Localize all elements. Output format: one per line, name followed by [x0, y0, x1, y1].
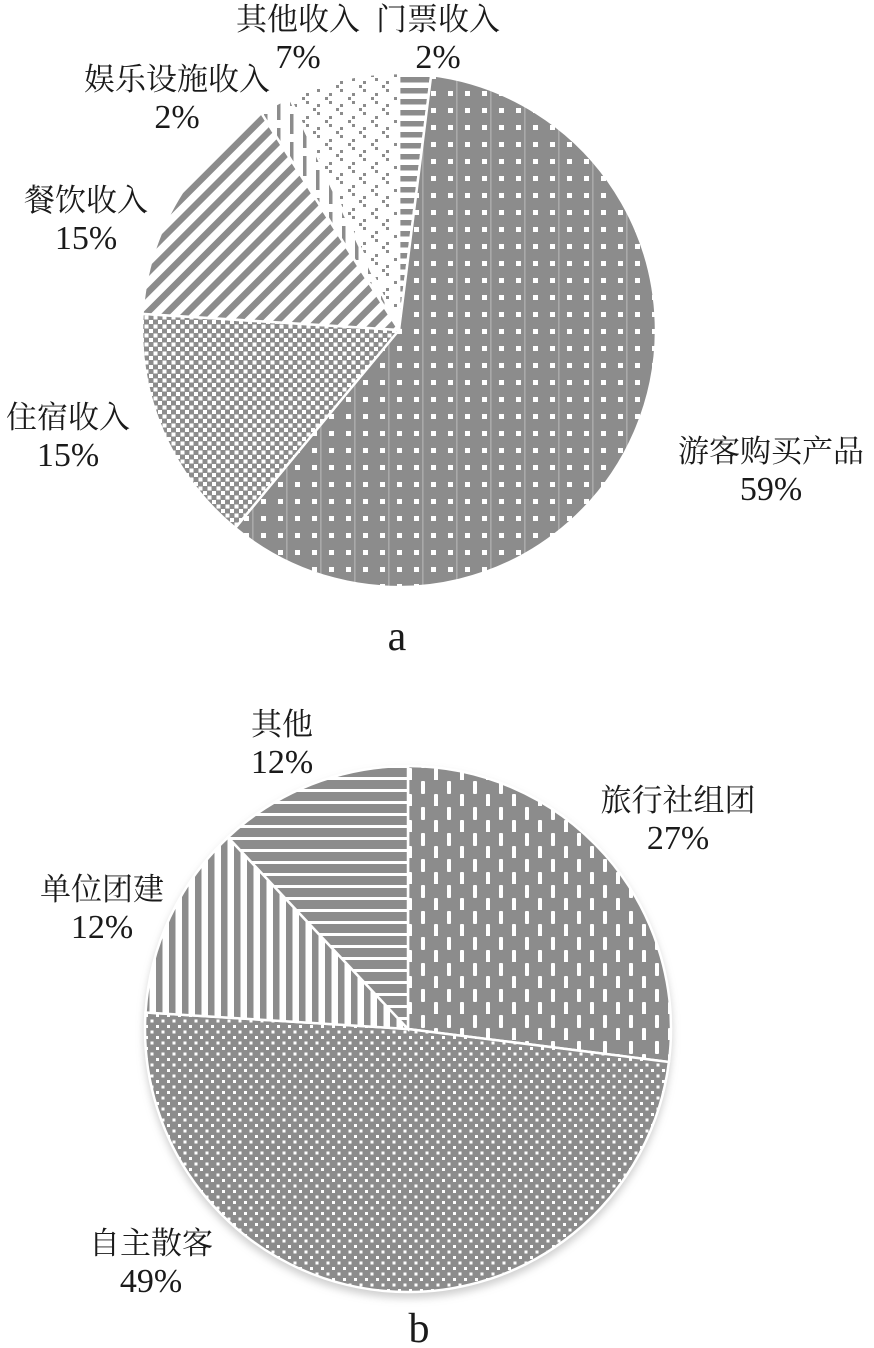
label-food-income-text: 餐饮收入	[24, 183, 148, 218]
label-entertainment-income-pct: 2%	[154, 99, 200, 136]
caption-a: a	[387, 614, 407, 660]
pie-chart-a	[142, 73, 656, 587]
label-lodging-income-text: 住宿收入	[6, 400, 130, 435]
label-travel-agency-groups-text: 旅行社组团	[600, 783, 756, 818]
label-independent-visitors-text: 自主散客	[89, 1226, 213, 1261]
label-entertainment-income-text: 娱乐设施收入	[84, 62, 270, 97]
label-travel-agency-groups-pct: 27%	[646, 820, 710, 857]
label-other-income-text: 其他收入	[236, 2, 360, 37]
label-company-team-building-pct: 12%	[70, 909, 134, 946]
label-travel-agency-groups	[601, 782, 756, 858]
label-other	[251, 706, 313, 782]
label-tourist-purchases	[678, 433, 864, 509]
label-company-team-building	[40, 871, 164, 947]
label-lodging-income-pct: 15%	[36, 437, 100, 474]
label-ticket-income-pct: 2%	[415, 39, 461, 76]
label-tourist-purchases-text: 游客购买产品	[678, 434, 864, 469]
caption-b: b	[408, 1306, 430, 1348]
label-independent-visitors	[89, 1225, 213, 1301]
label-company-team-building-text: 单位团建	[40, 872, 164, 907]
label-lodging-income	[6, 399, 130, 475]
label-independent-visitors-pct: 49%	[119, 1263, 183, 1300]
label-food-income-pct: 15%	[54, 220, 118, 257]
label-food-income	[24, 182, 148, 258]
pie-chart-b	[145, 766, 671, 1292]
label-other-income-pct: 7%	[275, 39, 321, 76]
label-other-pct: 12%	[250, 744, 314, 781]
label-other-text: 其他	[250, 707, 313, 742]
label-ticket-income-text: 门票收入	[376, 2, 500, 37]
label-tourist-purchases-pct: 59%	[739, 471, 803, 508]
label-ticket-income	[376, 1, 500, 77]
pie-slice-自主散客	[145, 1012, 669, 1292]
label-entertainment-income	[84, 61, 270, 137]
